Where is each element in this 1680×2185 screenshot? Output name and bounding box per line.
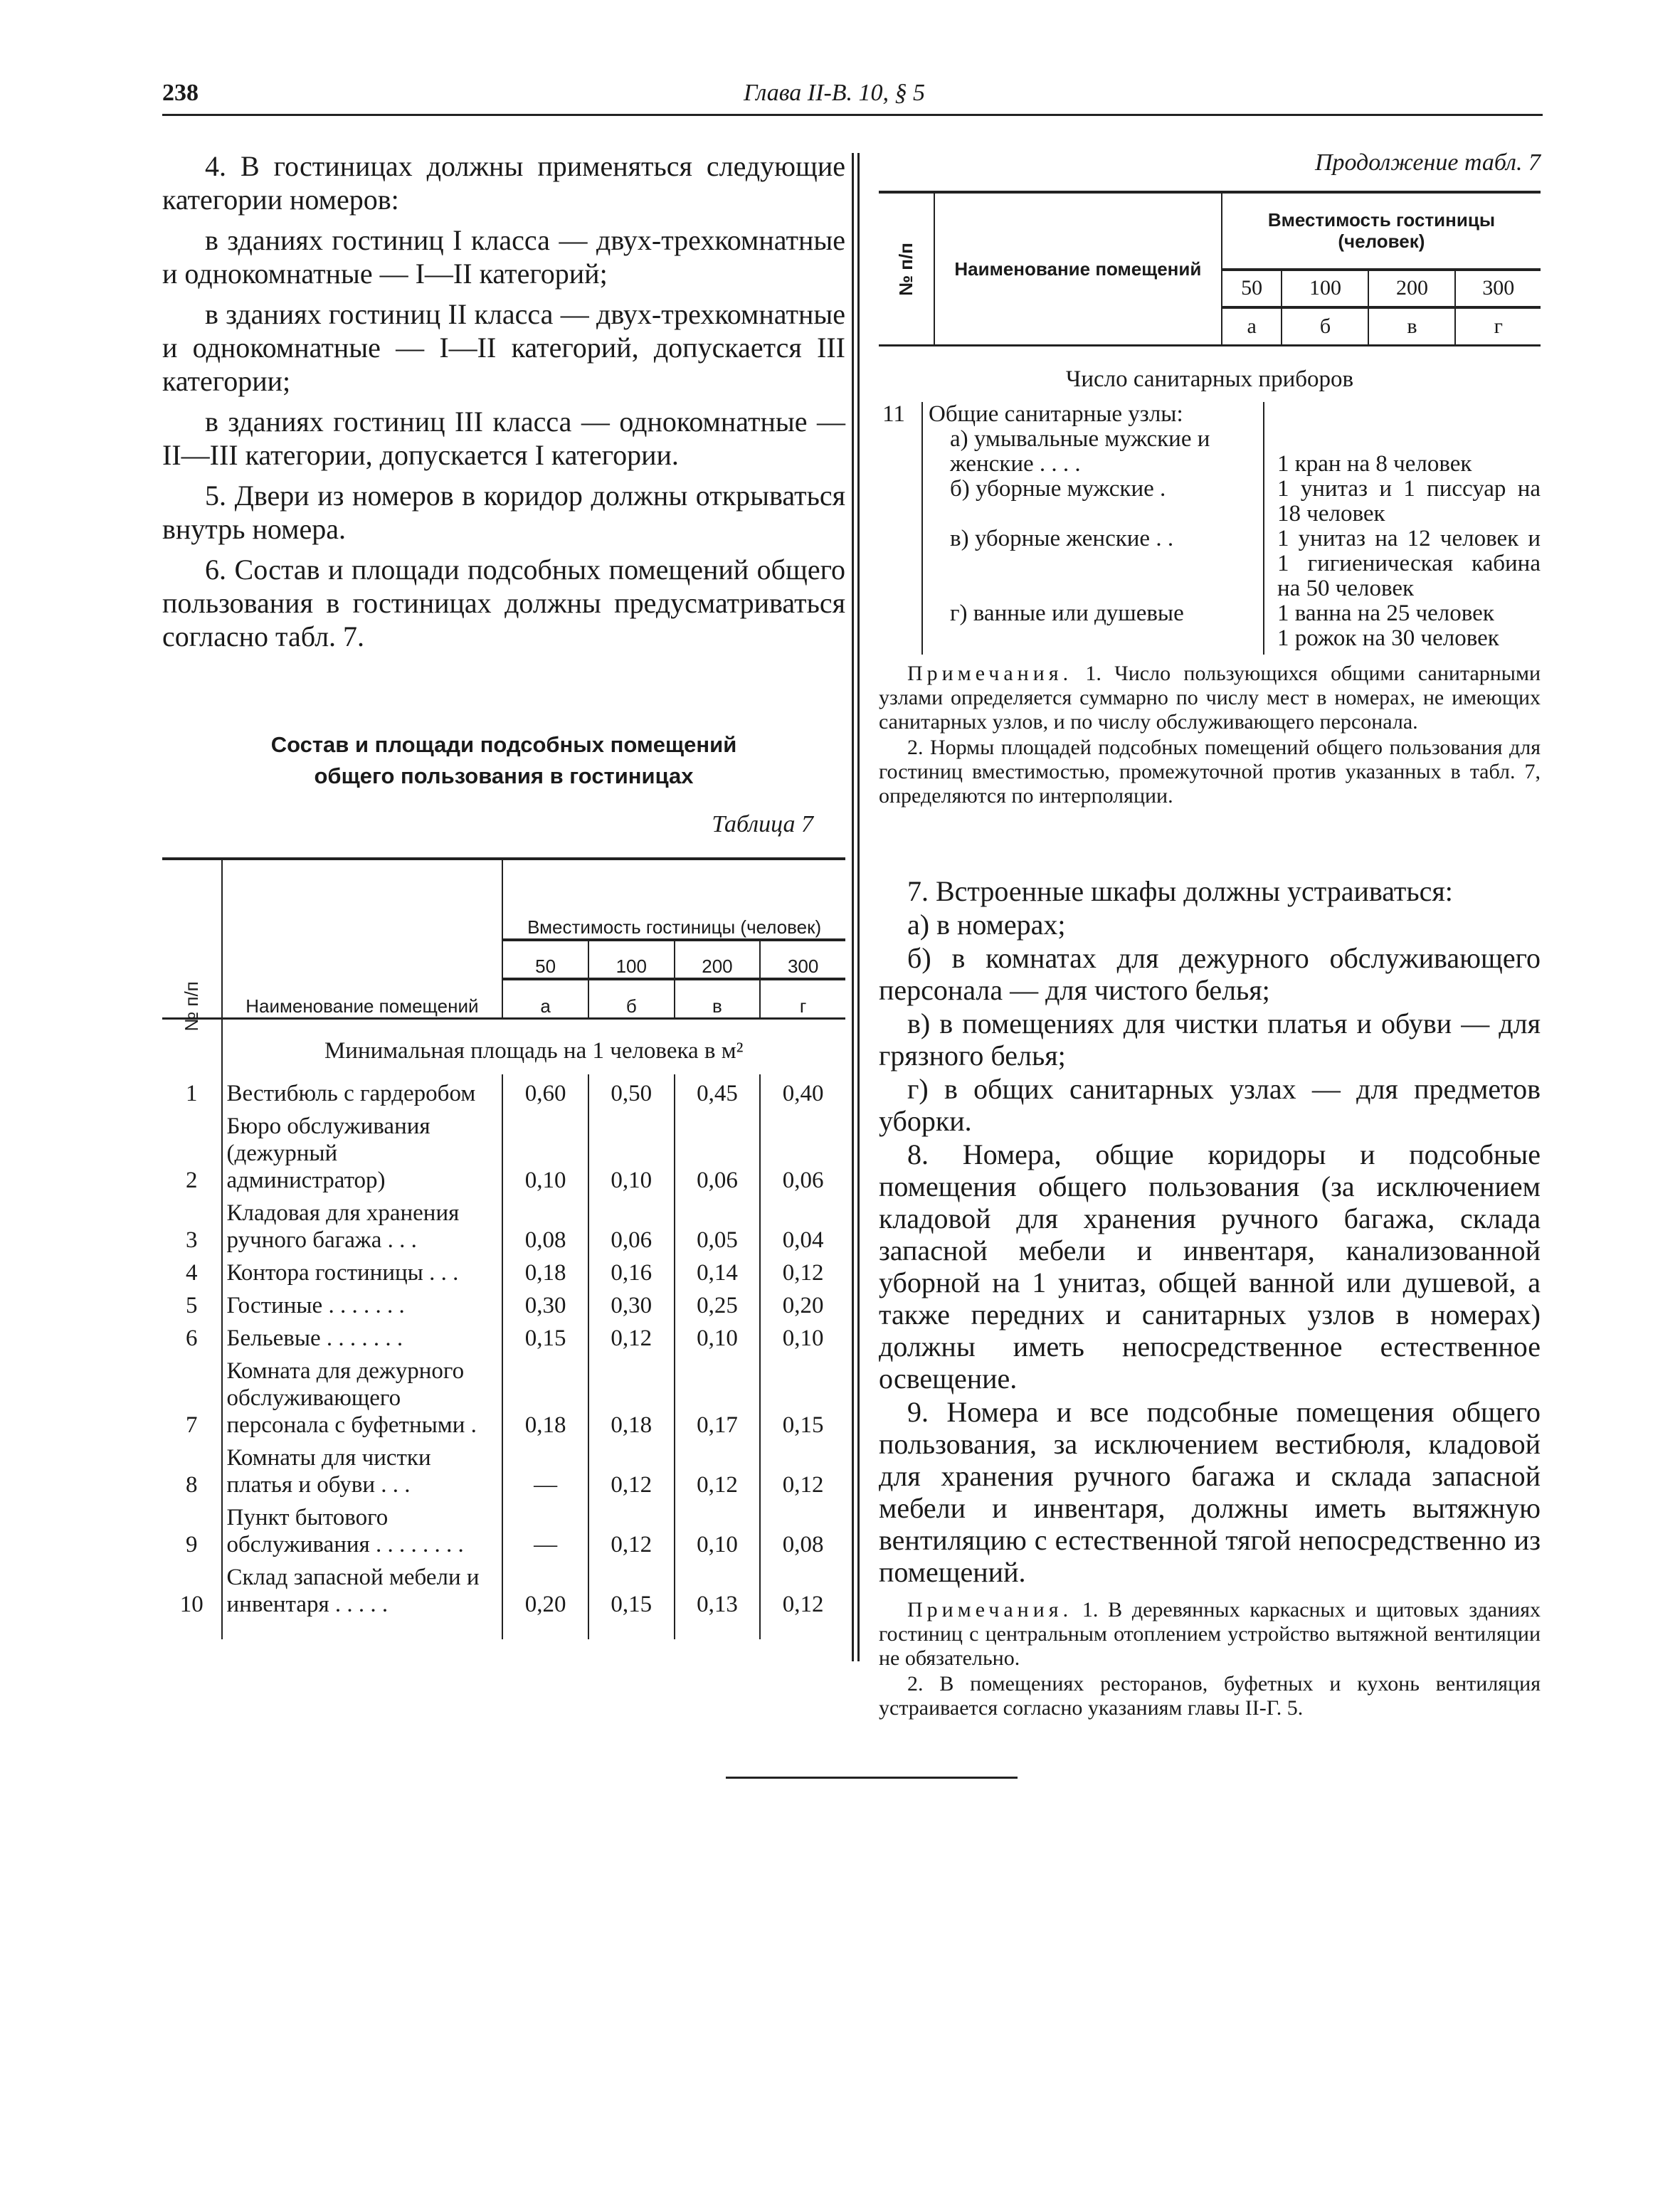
paragraph: а) в номерах;	[907, 909, 1066, 941]
header-rule	[162, 114, 1543, 116]
column-divider	[852, 153, 854, 1661]
paragraph: г) в общих санитарных узлах — для предметов уборки.	[879, 1073, 1541, 1137]
row-value: 0,20	[502, 1558, 588, 1639]
header-capacity: Вместимость гостиницы (человек)	[1222, 192, 1541, 270]
row-value: 0,25	[675, 1286, 761, 1319]
column-divider	[857, 153, 860, 1661]
left-column-text	[162, 149, 845, 660]
paragraph: 5. Двери из номеров в коридор должны открываться внутрь номера.	[162, 480, 845, 545]
header-capacity-200: 200	[1368, 270, 1455, 307]
paragraph: в зданиях гостиниц II класса — двух-трехкомнатные и однокомнатные — I—II категорий, допускается III категории;	[162, 298, 845, 397]
row-value: 0,06	[588, 1194, 675, 1254]
row-11-item-b: б) уборные мужские .	[950, 476, 1166, 502]
row-value: 0,12	[588, 1439, 675, 1498]
row-value: 0,16	[588, 1254, 675, 1286]
row-value: —	[502, 1439, 588, 1498]
row-value: 0,12	[588, 1498, 675, 1558]
row-number: 6	[162, 1319, 222, 1352]
row-value: 0,20	[782, 1292, 824, 1318]
row-value: 0,15	[588, 1558, 675, 1639]
paragraph: 9. Номера и все подсобные помещения общего пользования, за исключением вестибюля, кладовой для хранения ручного багажа и склада запасной мебели и инвентаря, должны иметь вытяжную вентиляцию с естественной тягой непосредственно из помещений.	[879, 1396, 1541, 1588]
table-row	[162, 1558, 845, 1639]
row-value: 0,08	[502, 1194, 588, 1254]
header-capacity-300: 300	[760, 940, 845, 979]
table-row	[162, 1194, 845, 1254]
table-title	[162, 729, 845, 792]
row-name: Кладовая для хранения ручного багажа . . .	[222, 1194, 503, 1254]
row-value: 0,05	[675, 1194, 761, 1254]
row-value: 0,30	[502, 1286, 588, 1319]
header-capacity-100: 100	[588, 940, 675, 979]
table-row	[162, 1107, 845, 1194]
header-name: Наименование помещений	[222, 859, 503, 1018]
header-letter-a: а	[1222, 307, 1282, 345]
header-capacity-100: 100	[1282, 270, 1368, 307]
page-number: 238	[162, 80, 199, 106]
row-11-item-a: а) умывальные мужские и женские . . . .	[950, 426, 1210, 477]
end-rule	[726, 1777, 1018, 1779]
notes-label: Примечания.	[907, 662, 1073, 685]
row-value: 0,60	[502, 1074, 588, 1107]
right-column-text	[879, 875, 1541, 1722]
row-number: 2	[162, 1107, 222, 1194]
header-name: Наименование помещений	[934, 192, 1222, 346]
row-value: 0,18	[588, 1352, 675, 1439]
sanitary-section-title: Число санитарных приборов	[1065, 366, 1354, 392]
row-11-item-g: г) ванные или душевые	[950, 601, 1184, 626]
row-value: 0,15	[782, 1412, 824, 1438]
row-value: 0,40	[782, 1080, 824, 1106]
row-11-value-g2: 1 рожок на 30 человек	[1277, 625, 1499, 651]
row-name: Контора гостиницы . . .	[222, 1254, 503, 1286]
row-value: 0,04	[782, 1227, 824, 1253]
row-value: 0,14	[675, 1254, 761, 1286]
paragraph: б) в комнатах для дежурного обслуживающего персонала — для чистого белья;	[879, 942, 1541, 1006]
header-letter-v: в	[675, 979, 761, 1018]
row-value: 0,12	[782, 1471, 824, 1498]
header-capacity-50: 50	[1222, 270, 1282, 307]
row-number: 5	[162, 1286, 222, 1319]
row-number: 10	[162, 1558, 222, 1639]
table-title-line: Состав и площади подсобных помещений	[270, 732, 737, 757]
header-letter-g: г	[1455, 307, 1541, 345]
header-letter-v: в	[1368, 307, 1455, 345]
header-number: № п/п	[879, 192, 934, 346]
row-11-value-g1: 1 ванна на 25 человек	[1277, 601, 1494, 626]
row-11-value-b: 1 унитаз и 1 писсуар на 18 человек	[1277, 476, 1541, 527]
header-capacity-200: 200	[675, 940, 761, 979]
row-name: Бюро обслуживания (дежурный администратор)	[222, 1107, 503, 1194]
row-value: 0,10	[782, 1325, 824, 1351]
row-value: 0,06	[782, 1167, 824, 1193]
note: 2. Нормы площадей подсобных помещений общего пользования для гостиниц вместимостью, промежуточной против указанных в табл. 7, определяются по интерполяции.	[879, 736, 1541, 808]
header-number: № п/п	[162, 859, 222, 1018]
header-capacity-50: 50	[502, 940, 588, 979]
row-11-value-v: 1 унитаз на 12 человек и 1 гигиеническая кабина на 50 человек	[1277, 526, 1541, 601]
table-row	[162, 1286, 845, 1319]
header-letter-g: г	[760, 979, 845, 1018]
row-value: 0,10	[502, 1107, 588, 1194]
row-11-item-v: в) уборные женские . .	[950, 526, 1174, 551]
row-11-values	[1277, 452, 1541, 651]
row-11-items	[921, 402, 1264, 655]
note: 1. В деревянных каркасных и щитовых зданиях гостиниц с центральным отоплением устройство вытяжной вентиляции не обязательно.	[879, 1598, 1541, 1670]
paragraph: в зданиях гостиниц I класса — двух-трехкомнатные и однокомнатные — I—II категорий;	[162, 224, 845, 290]
row-11-value-a: 1 кран на 8 человек	[1277, 451, 1472, 477]
row-number: 8	[162, 1439, 222, 1498]
row-value: —	[502, 1498, 588, 1558]
table-row	[162, 1498, 845, 1558]
table-row	[162, 1352, 845, 1439]
row-value: 0,12	[588, 1319, 675, 1352]
final-notes	[879, 1598, 1541, 1720]
table-notes	[879, 662, 1541, 810]
note: 1. Число пользующихся общими санитарными узлами определяется суммарно по числу мест в номерах, не имеющих санитарных узлов, и по числу обслуживающего персонала.	[879, 662, 1541, 734]
row-number: 11	[882, 401, 905, 427]
row-name: Бельевые . . . . . . .	[222, 1319, 503, 1352]
row-value: 0,10	[675, 1319, 761, 1352]
chapter-heading: Глава II-В. 10, § 5	[744, 80, 926, 106]
row-value: 0,45	[675, 1074, 761, 1107]
paragraph: 6. Состав и площади подсобных помещений общего пользования в гостиницах должны предусматриваться согласно табл. 7.	[162, 554, 845, 652]
row-value: 0,12	[675, 1439, 761, 1498]
row-name: Вестибюль с гардеробом	[222, 1074, 503, 1107]
paragraph: 8. Номера, общие коридоры и подсобные помещения общего пользования (за исключением кладовой для хранения ручного багажа, склада запасной мебели и инвентаря, канализованной уборной на 1 унитаз, общей ванной или душевой, а также передних и санитарных узлов в номерах) должны иметь непосредственное естественное освещение.	[879, 1138, 1541, 1395]
table-row	[162, 1074, 845, 1107]
row-name: Гостиные . . . . . . .	[222, 1286, 503, 1319]
paragraph: 4. В гостиницах должны применяться следующие категории номеров:	[162, 150, 845, 216]
row-name: Склад запасной мебели и инвентаря . . . . .	[222, 1558, 503, 1639]
paragraph: в) в помещениях для чистки платья и обуви — для грязного белья;	[879, 1007, 1541, 1072]
table-row	[162, 1254, 845, 1286]
row-value: 0,08	[782, 1531, 824, 1557]
row-value: 0,10	[675, 1498, 761, 1558]
row-name: Комнаты для чистки платья и обуви . . .	[222, 1439, 503, 1498]
row-value: 0,17	[675, 1352, 761, 1439]
table-section-title: Минимальная площадь на 1 человека в м²	[324, 1037, 744, 1064]
paragraph: в зданиях гостиниц III класса — однокомнатные — II—III категории, допускается I категории.	[162, 406, 845, 471]
row-number: 1	[162, 1074, 222, 1107]
row-name: Пункт бытового обслуживания . . . . . . . .	[222, 1498, 503, 1558]
header-capacity: Вместимость гостиницы (человек)	[502, 859, 845, 940]
row-value: 0,12	[782, 1591, 824, 1617]
row-number: 7	[162, 1352, 222, 1439]
row-number: 4	[162, 1254, 222, 1286]
row-value: 0,06	[675, 1107, 761, 1194]
header-letter-b: б	[1282, 307, 1368, 345]
note: 2. В помещениях ресторанов, буфетных и кухонь вентиляция устраивается согласно указаниям главы II-Г. 5.	[879, 1672, 1541, 1720]
table-label: Таблица 7	[712, 811, 813, 837]
row-11	[879, 402, 1541, 655]
row-value: 0,13	[675, 1558, 761, 1639]
row-name: Комната для дежурного обслуживающего персонала с буфетными .	[222, 1352, 503, 1439]
row-number: 9	[162, 1498, 222, 1558]
header-letter-a: а	[502, 979, 588, 1018]
table-continuation-label: Продолжение табл. 7	[1314, 149, 1541, 176]
header-letter-b: б	[588, 979, 675, 1018]
row-value: 0,18	[502, 1254, 588, 1286]
table-7	[162, 857, 845, 1639]
row-11-heading: Общие санитарные узлы:	[929, 401, 1183, 427]
row-value: 0,18	[502, 1352, 588, 1439]
table-row	[162, 1439, 845, 1498]
paragraph: 7. Встроенные шкафы должны устраиваться:	[907, 875, 1453, 907]
row-value: 0,30	[588, 1286, 675, 1319]
header-capacity-300: 300	[1455, 270, 1541, 307]
table-title-line: общего пользования в гостиницах	[314, 763, 694, 788]
row-value: 0,15	[502, 1319, 588, 1352]
row-value: 0,50	[588, 1074, 675, 1107]
table-row	[162, 1319, 845, 1352]
notes-label: Примечания.	[907, 1598, 1073, 1621]
table-7-continuation-header	[879, 191, 1541, 346]
row-value: 0,10	[588, 1107, 675, 1194]
row-number: 3	[162, 1194, 222, 1254]
row-value: 0,12	[782, 1259, 824, 1286]
